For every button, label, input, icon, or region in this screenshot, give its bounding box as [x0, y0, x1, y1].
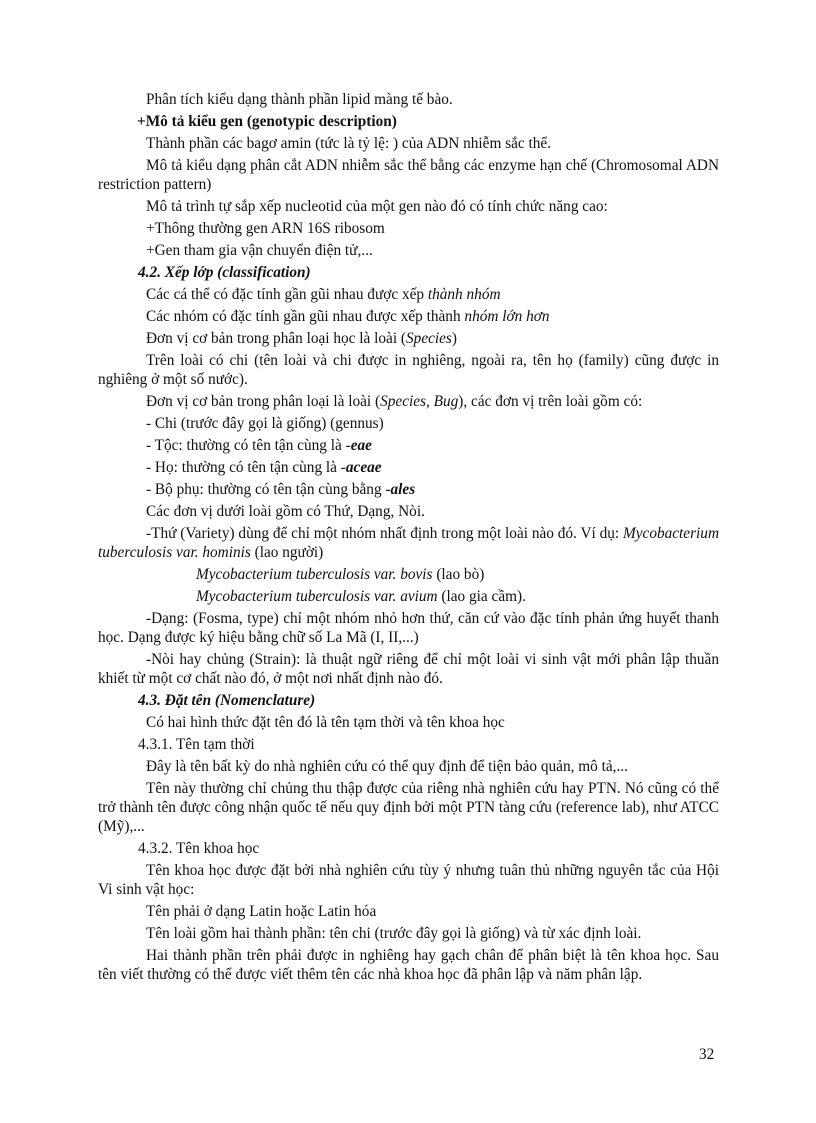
page-number: 32 — [699, 1046, 715, 1063]
paragraph: Mô tả kiểu dạng phân cắt ADN nhiễm sắc thể bằng các enzyme hạn chế (Chromosomal ADN restriction pattern) — [98, 157, 719, 193]
paragraph — [98, 285, 719, 304]
text-run: (lao người) — [250, 544, 324, 561]
subsection-heading-4-3-1: 4.3.1. Tên tạm thời — [138, 736, 255, 753]
paragraph: Phân tích kiểu dạng thành phần lipid màng tế bào. — [146, 91, 453, 108]
list-item: - Chi (trước đây gọi là giống) (gennus) — [146, 415, 384, 432]
paragraph: Tên loài gồm hai thành phần: tên chi (trước đây gọi là giống) và từ xác định loài. — [146, 925, 642, 942]
italic-text: Species, Bug — [380, 393, 459, 410]
text-run: (lao bò) — [432, 566, 485, 583]
paragraph: Thành phần các bagơ amin (tức là tỷ lệ: ) của ADN nhiễm sắc thể. — [146, 135, 552, 152]
paragraph: Hai thành phần trên phải được in nghiêng hay gạch chân để phân biệt là tên khoa học. Sau tên viết thường có thể được viết thêm tên các nhà khoa học đã phân lập và năm phân lập. — [98, 947, 719, 983]
text-run: - Bộ phụ: thường có tên tận cùng bằng - — [146, 481, 391, 498]
text-run: Đơn vị cơ bản trong phân loại là loài ( — [146, 393, 381, 410]
paragraph — [98, 392, 719, 411]
list-item — [98, 436, 719, 455]
section-heading-4-2: 4.2. Xếp lớp (classification) — [138, 264, 311, 281]
paragraph: Có hai hình thức đặt tên đó là tên tạm thời và tên khoa học — [146, 714, 505, 731]
paragraph — [98, 329, 719, 348]
paragraph: Tên này thường chỉ chủng thu thập được của riêng nhà nghiên cứu hay PTN. Nó cũng có thể trở thành tên được công nhận quốc tế nếu quy định bởi một PTN tàng cứu (reference lab), như ATCC (Mỹ),... — [98, 780, 719, 835]
section-heading-4-3: 4.3. Đặt tên (Nomenclature) — [138, 692, 316, 709]
italic-text: Species — [406, 330, 452, 347]
text-run: Các nhóm có đặc tính gần gũi nhau được xếp thành — [146, 308, 465, 325]
text-run: ), các đơn vị trên loài gồm có: — [458, 393, 643, 410]
paragraph: Các đơn vị dưới loài gồm có Thứ, Dạng, Nòi. — [146, 503, 425, 520]
section-heading-genotypic: +Mô tả kiểu gen (genotypic description) — [137, 113, 397, 130]
list-item — [98, 458, 719, 477]
paragraph — [98, 307, 719, 326]
paragraph — [98, 524, 719, 562]
list-item — [98, 480, 719, 499]
example-line — [98, 565, 719, 584]
suffix-text: ales — [390, 481, 416, 498]
paragraph: -Dạng: (Fosma, type) chỉ một nhóm nhỏ hơn thứ, căn cứ vào đặc tính phản ứng huyết thanh học. Dạng được ký hiệu bằng chữ số La Mã (I, II,...) — [98, 610, 719, 646]
text-run: (lao gia cầm). — [437, 588, 526, 605]
suffix-text: eae — [350, 437, 372, 454]
species-name: Mycobacterium tuberculosis var. hominis — [98, 525, 719, 561]
paragraph: Đây là tên bất kỳ do nhà nghiên cứu có thể quy định để tiện bảo quản, mô tả,... — [146, 758, 628, 775]
text-run: Các cá thể có đặc tính gần gũi nhau được xếp — [146, 286, 428, 303]
paragraph: Trên loài có chi (tên loài và chi được in nghiêng, ngoài ra, tên họ (family) cũng được in nghiêng ở một số nước). — [98, 352, 719, 388]
text-run: - Họ: thường có tên tận cùng là - — [146, 459, 346, 476]
paragraph: Mô tả trình tự sắp xếp nucleotid của một gen nào đó có tính chức năng cao: — [146, 198, 608, 215]
italic-text: nhóm lớn hơn — [464, 308, 550, 325]
list-item: +Gen tham gia vận chuyển điện tử,... — [146, 242, 373, 259]
subsection-heading-4-3-2: 4.3.2. Tên khoa học — [138, 840, 260, 857]
document-body — [98, 90, 719, 984]
list-item: +Thông thường gen ARN 16S ribosom — [146, 220, 385, 237]
italic-text: thành nhóm — [427, 286, 501, 303]
suffix-text: aceae — [345, 459, 382, 476]
paragraph: Tên phải ở dạng Latin hoặc Latin hóa — [146, 903, 377, 920]
paragraph: Tên khoa học được đặt bởi nhà nghiên cứu tùy ý nhưng tuân thủ những nguyên tắc của Hội Vi sinh vật học: — [98, 862, 719, 898]
text-run: - Tộc: thường có tên tận cùng là - — [146, 437, 351, 454]
text-run: ) — [451, 330, 457, 347]
text-run: -Thứ (Variety) dùng để chỉ một nhóm nhất định trong một loài nào đó. Ví dụ: — [146, 525, 623, 542]
example-line — [98, 587, 719, 606]
species-name: Mycobacterium tuberculosis var. avium — [196, 588, 438, 605]
species-name: Mycobacterium tuberculosis var. bovis — [196, 566, 433, 583]
text-run: Đơn vị cơ bản trong phân loại học là loài ( — [146, 330, 407, 347]
paragraph: -Nòi hay chủng (Strain): là thuật ngữ riêng để chỉ một loài vi sinh vật mới phân lập thuần khiết từ một cơ chất nào đó, ở một nơi nhất định nào đó. — [98, 651, 719, 687]
